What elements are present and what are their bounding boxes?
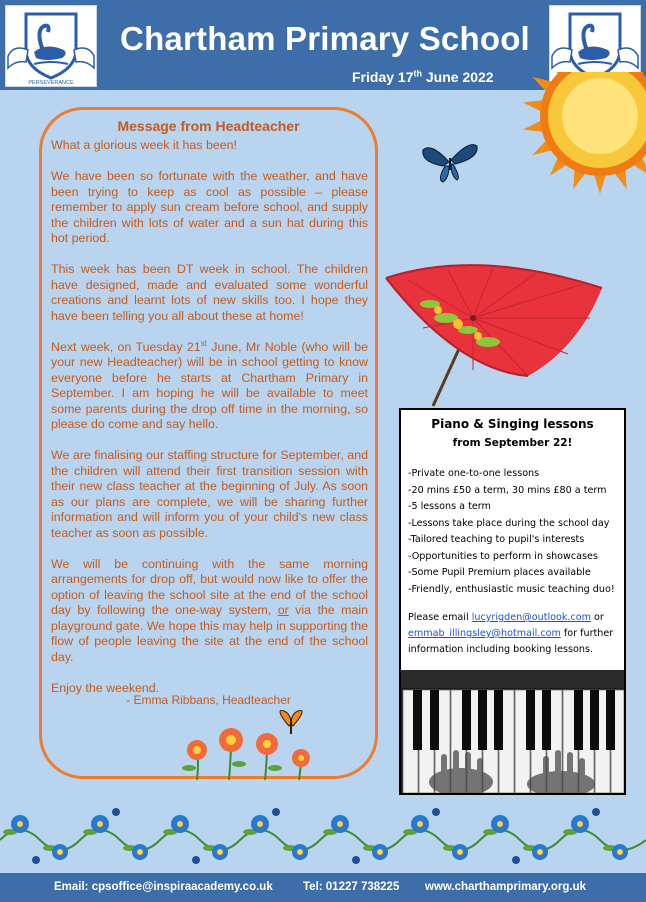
message-body	[51, 138, 368, 712]
footer-bar	[0, 873, 646, 902]
footer-telephone[interactable]: Tel: 01227 738225	[303, 881, 400, 893]
flowers-illustration	[167, 710, 327, 785]
contact-text: Please email	[408, 612, 472, 623]
message-paragraph: What a glorious week it has been!	[51, 138, 237, 152]
piano-subtitle: from September 22!	[452, 437, 573, 449]
message-paragraph: Enjoy the weekend.	[51, 680, 160, 695]
headteacher-message-box	[39, 107, 378, 779]
contact-text: for further information including booking lessons.	[408, 628, 614, 655]
piano-title: Piano & Singing lessons	[431, 417, 594, 431]
message-paragraph: This week has been DT week in school. The children have designed, made and evaluated some wonderful creations and learnt lots of new skills too. I hope they have been telling you all about these at home!	[51, 262, 368, 323]
piano-detail-item: -Opportunities to perform in showcases	[408, 550, 598, 562]
piano-detail-item: -Lessons take place during the school day	[408, 517, 610, 529]
message-text-span: Next week, on Tuesday 21	[51, 339, 201, 354]
piano-detail-item: -5 lessons a term	[408, 501, 491, 512]
butterfly-illustration	[421, 140, 479, 189]
message-text-span: via the main playground gate. We hope this may help in supporting the flow of people leaving the site at the end of the school day.	[51, 603, 368, 664]
message-paragraph	[51, 557, 368, 666]
piano-details-list	[408, 466, 623, 598]
floral-border-illustration	[0, 800, 646, 878]
footer-email[interactable]: Email: cpsoffice@inspiraacademy.co.uk	[54, 881, 273, 893]
piano-contact	[408, 610, 623, 658]
school-logo	[5, 5, 97, 87]
newsletter-date	[352, 69, 494, 85]
message-text-span: We will be continuing with the same morning arrangements for drop off, but would now like to offer the option of leaving the school site at the end of the school day by following the one-way system,	[51, 556, 368, 617]
date-suffix: th	[413, 68, 422, 79]
email-link-emma[interactable]: emmab_illingsley@hotmail.com	[408, 628, 561, 639]
message-text-span: June, Mr Noble (who will be your new Headteacher) will be in school getting to know everyone before he starts at Chartham Primary in September. I am hoping he will be available to meet some parents during the drop off time in the morning, so please do come and say hello.	[51, 339, 368, 431]
contact-text: or	[590, 612, 604, 623]
parasol-illustration	[378, 258, 608, 413]
piano-detail-item: -Friendly, enthusiastic music teaching duo!	[408, 583, 615, 595]
school-title: Chartham Primary School	[120, 20, 530, 57]
message-paragraph: We have been so fortunate with the weather, and have been trying to keep as cool as possible – please remember to apply sun cream before school, and supply the children with lots of water and a sun hat during this hot period.	[51, 169, 368, 245]
message-underlined-word: or	[277, 603, 289, 617]
date-day: Friday 17	[352, 69, 414, 85]
footer-website[interactable]: www.charthamprimary.org.uk	[425, 881, 587, 893]
message-sup: st	[200, 338, 207, 348]
date-rest: June 2022	[421, 69, 494, 85]
piano-keys-photo	[401, 670, 624, 795]
message-paragraph: We are finalising our staffing structure for September, and the children will attend their first transition session with their new class teacher at the beginning of July. As soon as our plans are complete, we will be sharing further information and will inform you of your child's new class teacher as soon as possible.	[51, 448, 368, 540]
logo-motto-text: PERSEVERANCE	[28, 80, 74, 86]
message-signature: - Emma Ribbans, Headteacher	[126, 693, 291, 707]
piano-lessons-box	[399, 408, 626, 795]
message-title: Message from Headteacher	[117, 118, 300, 134]
piano-detail-item: -Tailored teaching to pupil's interests	[408, 534, 585, 545]
piano-detail-item: -20 mins £50 a term, 30 mins £80 a term	[408, 484, 607, 496]
piano-detail-item: -Some Pupil Premium places available	[408, 567, 591, 578]
message-paragraph	[51, 340, 368, 433]
sun-illustration	[498, 72, 646, 207]
email-link-lucy[interactable]: lucyrigden@outlook.com	[471, 612, 591, 623]
piano-detail-item: -Private one-to-one lessons	[408, 468, 540, 479]
